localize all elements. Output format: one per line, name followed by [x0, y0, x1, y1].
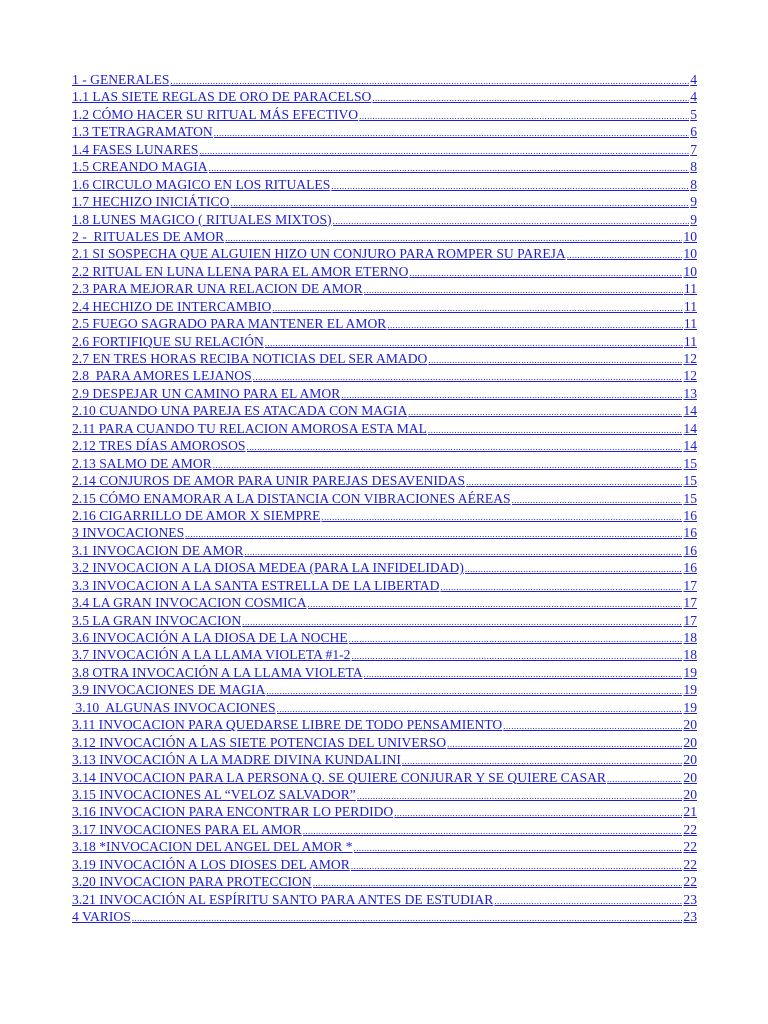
- toc-entry-title: 3.14 INVOCACION PARA LA PERSONA Q. SE QUIERE CONJURAR Y SE QUIERE CASAR: [72, 769, 606, 785]
- toc-entry-page-number: 22: [683, 839, 697, 855]
- toc-dot-leader: [364, 666, 683, 681]
- toc-entry-link[interactable]: [72, 699, 697, 716]
- toc-entry-link[interactable]: [72, 821, 697, 838]
- toc-entry-link[interactable]: [72, 193, 697, 210]
- toc-entry-link[interactable]: [72, 716, 697, 733]
- toc-entry-page-number: 13: [683, 385, 697, 401]
- toc-entry-link[interactable]: [72, 141, 697, 158]
- toc-entry-title: 2.8 PARA AMORES LEJANOS: [72, 368, 252, 384]
- toc-dot-leader: [185, 526, 682, 541]
- toc-entry-title: 3.21 INVOCACIÓN AL ESPÍRITU SANTO PARA ANTES DE ESTUDIAR: [72, 891, 494, 907]
- toc-entry-title: 2 - RITUALES DE AMOR: [72, 228, 225, 244]
- toc-entry-page-number: 16: [683, 507, 697, 523]
- toc-entry-link[interactable]: [72, 751, 697, 768]
- toc-entry-link[interactable]: [72, 472, 697, 489]
- toc-entry-title: 2.7 EN TRES HORAS RECIBA NOTICIAS DEL SER AMADO: [72, 351, 428, 366]
- toc-entry-page-number: 20: [683, 769, 697, 785]
- toc-entry-page-number: 14: [683, 420, 697, 436]
- toc-entry-link[interactable]: [72, 211, 697, 228]
- toc-dot-leader: [213, 457, 683, 472]
- toc-entry-page-number: 15: [683, 455, 697, 471]
- toc-dot-leader: [408, 404, 682, 419]
- toc-entry-title: 3.8 OTRA INVOCACIÓN A LA LLAMA VIOLETA: [72, 664, 363, 680]
- toc-dot-leader: [440, 579, 682, 594]
- toc-dot-leader: [265, 335, 683, 350]
- toc-entry-page-number: 21: [683, 804, 697, 820]
- toc-entry-title: 3.17 INVOCACIONES PARA EL AMOR: [72, 821, 302, 837]
- toc-dot-leader: [272, 300, 683, 315]
- toc-entry-link[interactable]: [72, 507, 697, 524]
- toc-entry-page-number: 10: [683, 228, 697, 244]
- toc-entry-page-number: 16: [683, 560, 697, 576]
- toc-dot-leader: [303, 823, 683, 838]
- toc-entry-page-number: 12: [683, 368, 697, 384]
- toc-entry-page-number: 11: [683, 316, 697, 332]
- toc-entry-link[interactable]: [72, 629, 697, 646]
- toc-entry-link[interactable]: [72, 420, 697, 437]
- toc-entry-page-number: 17: [683, 577, 697, 593]
- toc-entry-page-number: 11: [683, 281, 697, 297]
- toc-entry-page-number: 10: [683, 263, 697, 279]
- toc-entry-page-number: 11: [683, 298, 697, 314]
- toc-entry-link[interactable]: [72, 315, 697, 332]
- toc-entry-page-number: 19: [683, 682, 697, 698]
- toc-entry-page-number: 14: [683, 403, 697, 419]
- toc-dot-leader: [170, 73, 689, 88]
- toc-dot-leader: [225, 230, 682, 245]
- toc-entry-link[interactable]: [72, 681, 697, 698]
- toc-entry-title: 2.3 PARA MEJORAR UNA RELACION DE AMOR: [72, 281, 363, 297]
- toc-entry-title: 3.6 INVOCACIÓN A LA DIOSA DE LA NOCHE: [72, 630, 348, 645]
- toc-entry-title: 2.10 CUANDO UNA PAREJA ES ATACADA CON MAGIA: [72, 403, 408, 419]
- toc-entry-page-number: 20: [683, 786, 697, 802]
- toc-entry-title: 2.9 DESPEJAR UN CAMINO PARA EL AMOR: [72, 385, 341, 401]
- toc-dot-leader: [428, 352, 682, 367]
- toc-entry-title: 1.5 CREANDO MAGIA: [72, 159, 208, 175]
- toc-entry-title: 3.11 INVOCACION PARA QUEDARSE LIBRE DE TODO PENSAMIENTO: [72, 717, 503, 733]
- toc-entry-link[interactable]: [72, 71, 697, 88]
- toc-dot-leader: [266, 683, 682, 698]
- toc-entry-page-number: 18: [683, 630, 697, 645]
- toc-entry-link[interactable]: [72, 367, 697, 384]
- toc-entry-title: 2.12 TRES DÍAS AMOROSOS: [72, 438, 246, 454]
- toc-entry-link[interactable]: [72, 734, 697, 751]
- toc-entry-link[interactable]: [72, 402, 697, 419]
- toc-entry-title: 3.7 INVOCACIÓN A LA LLAMA VIOLETA #1-2: [72, 647, 351, 663]
- toc-dot-leader: [387, 317, 683, 332]
- toc-entry-link[interactable]: [72, 612, 697, 629]
- toc-entry-page-number: 8: [690, 159, 697, 175]
- toc-entry-link[interactable]: [72, 385, 697, 402]
- toc-dot-leader: [465, 561, 683, 576]
- toc-entry-page-number: 23: [683, 891, 697, 907]
- toc-entry-title: 1.1 LAS SIETE REGLAS DE ORO DE PARACELSO: [72, 89, 372, 105]
- toc-dot-leader: [331, 178, 689, 193]
- toc-entry-link[interactable]: [72, 803, 697, 820]
- toc-entry-link[interactable]: [72, 856, 697, 873]
- toc-dot-leader: [333, 213, 690, 228]
- toc-entry-link[interactable]: [72, 786, 697, 803]
- toc-dot-leader: [354, 840, 683, 855]
- toc-dot-leader: [394, 805, 682, 820]
- toc-entry-link[interactable]: [72, 769, 697, 786]
- toc-dot-leader: [447, 736, 682, 751]
- toc-entry-link[interactable]: [72, 455, 697, 472]
- toc-entry-link[interactable]: [72, 524, 697, 541]
- toc-entry-page-number: 22: [683, 874, 697, 890]
- toc-entry-link[interactable]: [72, 490, 697, 507]
- toc-entry-title: 1.7 HECHIZO INICIÁTICO: [72, 194, 230, 210]
- toc-entry-link[interactable]: [72, 542, 697, 559]
- toc-entry-link[interactable]: [72, 437, 697, 454]
- toc-entry-title: 3.19 INVOCACIÓN A LOS DIOSES DEL AMOR: [72, 856, 350, 872]
- toc-entry-page-number: 14: [683, 438, 697, 454]
- toc-entry-page-number: 19: [683, 664, 697, 680]
- toc-entry-title: 1.4 FASES LUNARES: [72, 141, 199, 157]
- toc-entry-title: 3.12 INVOCACIÓN A LAS SIETE POTENCIAS DEL UNIVERSO: [72, 734, 447, 750]
- toc-entry-title: 2.16 CIGARRILLO DE AMOR X SIEMPRE: [72, 507, 321, 523]
- toc-dot-leader: [230, 195, 689, 210]
- toc-entry-title: 3.4 LA GRAN INVOCACION COSMICA: [72, 595, 307, 611]
- toc-entry-title: 1.3 TETRAGRAMATON: [72, 124, 213, 140]
- toc-entry-page-number: 16: [683, 542, 697, 558]
- toc-dot-leader: [372, 90, 689, 105]
- toc-dot-leader: [409, 265, 682, 280]
- toc-entry-link[interactable]: [72, 263, 697, 280]
- toc-dot-leader: [199, 143, 689, 158]
- toc-entry-page-number: 6: [690, 124, 697, 140]
- toc-entry-page-number: 15: [683, 490, 697, 506]
- toc-dot-leader: [242, 614, 682, 629]
- toc-entry-page-number: 9: [690, 211, 697, 227]
- toc-entry-link[interactable]: [72, 908, 697, 925]
- toc-entry-link[interactable]: [72, 280, 697, 297]
- toc-entry-page-number: 20: [683, 717, 697, 733]
- toc-entry-title: 3.9 INVOCACIONES DE MAGIA: [72, 682, 266, 698]
- toc-dot-leader: [494, 893, 682, 908]
- toc-entry-link[interactable]: [72, 123, 697, 140]
- toc-entry-title: 2.4 HECHIZO DE INTERCAMBIO: [72, 298, 272, 314]
- toc-dot-leader: [277, 701, 683, 716]
- toc-entry-page-number: 5: [690, 106, 697, 122]
- toc-entry-title: 3.10 ALGUNAS INVOCACIONES: [72, 699, 276, 715]
- toc-entry-page-number: 16: [683, 525, 697, 541]
- toc-entry-title: 3 INVOCACIONES: [72, 525, 185, 541]
- toc-dot-leader: [357, 788, 683, 803]
- toc-entry-link[interactable]: [72, 891, 697, 908]
- toc-entry-link[interactable]: [72, 577, 697, 594]
- toc-entry-page-number: 4: [690, 72, 697, 87]
- toc-entry-title: 2.11 PARA CUANDO TU RELACION AMOROSA ESTA MAL: [72, 420, 427, 436]
- toc-entry-page-number: 19: [683, 699, 697, 715]
- toc-dot-leader: [209, 160, 690, 175]
- toc-entry-link[interactable]: [72, 664, 697, 681]
- toc-entry-page-number: 4: [690, 89, 697, 105]
- toc-entry-title: 1 - GENERALES: [72, 72, 170, 87]
- toc-entry-title: 2.1 SI SOSPECHA QUE ALGUIEN HIZO UN CONJURO PARA ROMPER SU PAREJA: [72, 246, 566, 262]
- toc-entry-link[interactable]: [72, 594, 697, 611]
- toc-dot-leader: [503, 718, 682, 733]
- toc-entry-page-number: 22: [683, 821, 697, 837]
- toc-entry-page-number: 12: [683, 351, 697, 366]
- toc-entry-page-number: 17: [683, 595, 697, 611]
- toc-entry-page-number: 18: [683, 647, 697, 663]
- toc-entry-link[interactable]: [72, 873, 697, 890]
- toc-entry-page-number: 10: [683, 246, 697, 262]
- toc-dot-leader: [253, 369, 683, 384]
- toc-entry-page-number: 7: [690, 141, 697, 157]
- toc-entry-title: 3.16 INVOCACION PARA ENCONTRAR LO PERDIDO: [72, 804, 394, 820]
- toc-dot-leader: [247, 439, 683, 454]
- toc-entry-link[interactable]: [72, 158, 697, 175]
- toc-entry-link[interactable]: [72, 333, 697, 350]
- toc-entry-link[interactable]: [72, 176, 697, 193]
- toc-entry-link[interactable]: [72, 559, 697, 576]
- toc-dot-leader: [466, 474, 682, 489]
- toc-entry-title: 3.18 *INVOCACION DEL ANGEL DEL AMOR *: [72, 839, 353, 855]
- toc-entry-title: 2.14 CONJUROS DE AMOR PARA UNIR PAREJAS DESAVENIDAS: [72, 473, 466, 489]
- toc-entry-link[interactable]: [72, 228, 697, 245]
- toc-entry-title: 3.5 LA GRAN INVOCACION: [72, 612, 242, 628]
- toc-dot-leader: [567, 247, 683, 262]
- toc-dot-leader: [308, 596, 683, 611]
- toc-entry-title: 1.6 CIRCULO MAGICO EN LOS RITUALES: [72, 176, 331, 192]
- toc-entry-title: 1.8 LUNES MAGICO ( RITUALES MIXTOS): [72, 211, 332, 227]
- toc-entry-title: 2.2 RITUAL EN LUNA LLENA PARA EL AMOR ETERNO: [72, 263, 409, 279]
- toc-dot-leader: [359, 108, 689, 123]
- toc-entry-page-number: 11: [683, 333, 697, 349]
- toc-entry-link[interactable]: [72, 350, 697, 367]
- toc-entry-link[interactable]: [72, 106, 697, 123]
- toc-entry-title: 2.15 CÓMO ENAMORAR A LA DISTANCIA CON VIBRACIONES AÉREAS: [72, 490, 511, 506]
- toc-dot-leader: [364, 282, 683, 297]
- toc-entry-page-number: 17: [683, 612, 697, 628]
- toc-entry-link[interactable]: [72, 298, 697, 315]
- toc-entry-link[interactable]: [72, 838, 697, 855]
- toc-entry-title: 3.3 INVOCACION A LA SANTA ESTRELLA DE LA LIBERTAD: [72, 577, 440, 593]
- toc-entry-page-number: 8: [690, 176, 697, 192]
- toc-dot-leader: [341, 387, 682, 402]
- toc-entry-page-number: 22: [683, 856, 697, 872]
- toc-dot-leader: [214, 125, 689, 140]
- toc-dot-leader: [349, 631, 683, 646]
- toc-entry-page-number: 20: [683, 734, 697, 750]
- toc-dot-leader: [428, 422, 682, 437]
- toc-entry-title: 2.6 FORTIFIQUE SU RELACIÓN: [72, 333, 264, 349]
- toc-dot-leader: [402, 753, 683, 768]
- toc-entry-title: 2.13 SALMO DE AMOR: [72, 455, 212, 471]
- toc-entry-title: 3.20 INVOCACION PARA PROTECCION: [72, 874, 312, 890]
- toc-entry-title: 3.15 INVOCACIONES AL “VELOZ SALVADOR”: [72, 786, 356, 802]
- toc-dot-leader: [351, 648, 682, 663]
- toc-dot-leader: [132, 910, 683, 925]
- table-of-contents: [72, 71, 697, 925]
- toc-entry-link[interactable]: [72, 245, 697, 262]
- toc-entry-title: 3.1 INVOCACION DE AMOR: [72, 542, 244, 558]
- toc-entry-link[interactable]: [72, 88, 697, 105]
- toc-dot-leader: [244, 544, 682, 559]
- toc-entry-page-number: 15: [683, 473, 697, 489]
- toc-dot-leader: [607, 771, 682, 786]
- toc-dot-leader: [313, 875, 683, 890]
- toc-entry-page-number: 20: [683, 752, 697, 768]
- toc-entry-title: 3.2 INVOCACION A LA DIOSA MEDEA (PARA LA INFIDELIDAD): [72, 560, 464, 576]
- toc-entry-title: 3.13 INVOCACIÓN A LA MADRE DIVINA KUNDALINI: [72, 752, 401, 768]
- toc-dot-leader: [512, 492, 683, 507]
- toc-entry-link[interactable]: [72, 646, 697, 663]
- toc-entry-title: 1.2 CÓMO HACER SU RITUAL MÁS EFECTIVO: [72, 106, 359, 122]
- toc-entry-page-number: 23: [683, 909, 697, 924]
- toc-dot-leader: [351, 858, 683, 873]
- toc-dot-leader: [321, 509, 682, 524]
- toc-entry-page-number: 9: [690, 194, 697, 210]
- toc-entry-title: 2.5 FUEGO SAGRADO PARA MANTENER EL AMOR: [72, 316, 387, 332]
- toc-entry-title: 4 VARIOS: [72, 909, 131, 924]
